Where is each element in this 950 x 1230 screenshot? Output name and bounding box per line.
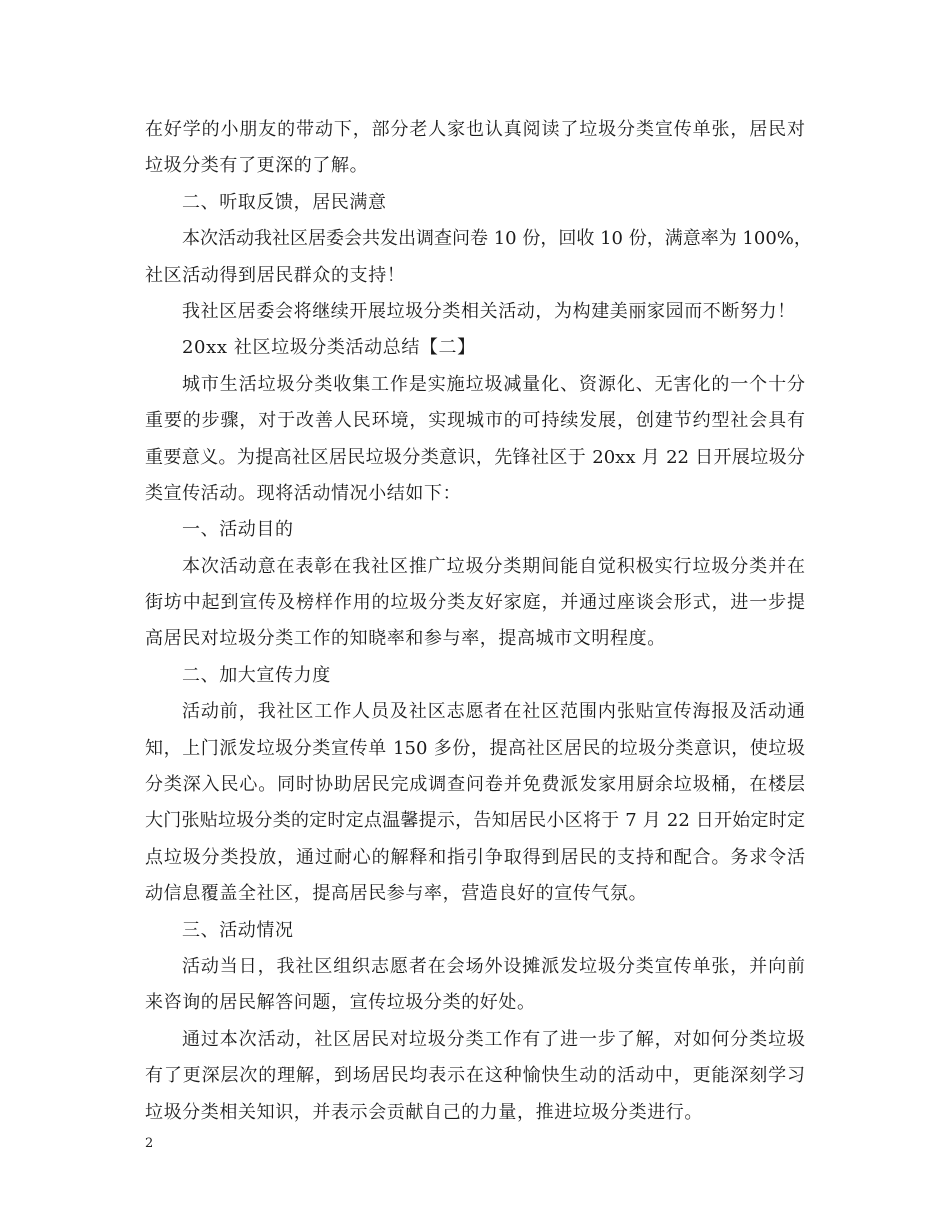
- text-line: 大门张贴垃圾分类的定时定点温馨提示，告知居民小区将于 7 月 22 日开始定时定: [145, 810, 805, 832]
- text-line: 本次活动意在表彰在我社区推广垃圾分类期间能自觉积极实行垃圾分类并在: [182, 555, 805, 577]
- text-line: 社区活动得到居民群众的支持！: [145, 264, 406, 286]
- text-line: 重要的步骤，对于改善人民环境，实现城市的可持续发展，创建节约型社会具有: [145, 410, 805, 432]
- document-body: [145, 112, 812, 1131]
- text-line: 二、加大宣传力度: [182, 664, 331, 686]
- text-line: 动信息覆盖全社区，提高居民参与率，营造良好的宣传气氛。: [145, 883, 648, 905]
- text-line: 二、听取反馈，居民满意: [182, 191, 387, 213]
- text-line: 在好学的小朋友的带动下，部分老人家也认真阅读了垃圾分类宣传单张，居民对: [145, 119, 805, 140]
- text-line: 活动前，我社区工作人员及社区志愿者在社区范围内张贴宣传海报及活动通: [182, 701, 805, 723]
- text-line: 一、活动目的: [182, 519, 294, 541]
- text-line: 重要意义。为提高社区居民垃圾分类意识，先锋社区于 20xx 月 22 日开展垃圾分: [145, 446, 805, 468]
- text-line: 街坊中起到宣传及榜样作用的垃圾分类友好家庭，并通过座谈会形式，进一步提: [145, 592, 805, 614]
- text-line: 我社区居委会将继续开展垃圾分类相关活动，为构建美丽家园而不断努力！: [182, 300, 796, 322]
- text-line: 城市生活垃圾分类收集工作是实施垃圾减量化、资源化、无害化的一个十分: [182, 373, 805, 395]
- text-line: 来咨询的居民解答问题，宣传垃圾分类的好处。: [145, 992, 536, 1014]
- text-line: 高居民对垃圾分类工作的知晓率和参与率，提高城市文明程度。: [145, 628, 666, 650]
- text-line: 通过本次活动，社区居民对垃圾分类工作有了进一步了解，对如何分类垃圾: [182, 1028, 805, 1050]
- text-line: 三、活动情况: [182, 919, 294, 941]
- text-line: 垃圾分类有了更深的了解。: [145, 155, 369, 177]
- text-line: 20xx 社区垃圾分类活动总结【二】: [182, 337, 476, 359]
- text-line: 类宣传活动。现将活动情况小结如下：: [145, 482, 462, 504]
- page-number: 2: [145, 1136, 154, 1151]
- text-line: 活动当日，我社区组织志愿者在会场外设摊派发垃圾分类宣传单张，并向前: [182, 955, 805, 977]
- text-line: 本次活动我社区居委会共发出调查问卷 10 份，回收 10 份，满意率为 100%，: [182, 228, 812, 250]
- text-line: 有了更深层次的理解，到场居民均表示在这种愉快生动的活动中，更能深刻学习: [145, 1065, 805, 1087]
- text-line: 知，上门派发垃圾分类宣传单 150 多份，提高社区居民的垃圾分类意识，使垃圾: [145, 737, 805, 759]
- text-line: 点垃圾分类投放，通过耐心的解释和指引争取得到居民的支持和配合。务求令活: [145, 846, 805, 868]
- text-line: 垃圾分类相关知识，并表示会贡献自己的力量，推进垃圾分类进行。: [145, 1101, 703, 1123]
- text-line: 分类深入民心。同时协助居民完成调查问卷并免费派发家用厨余垃圾桶，在楼层: [145, 774, 805, 796]
